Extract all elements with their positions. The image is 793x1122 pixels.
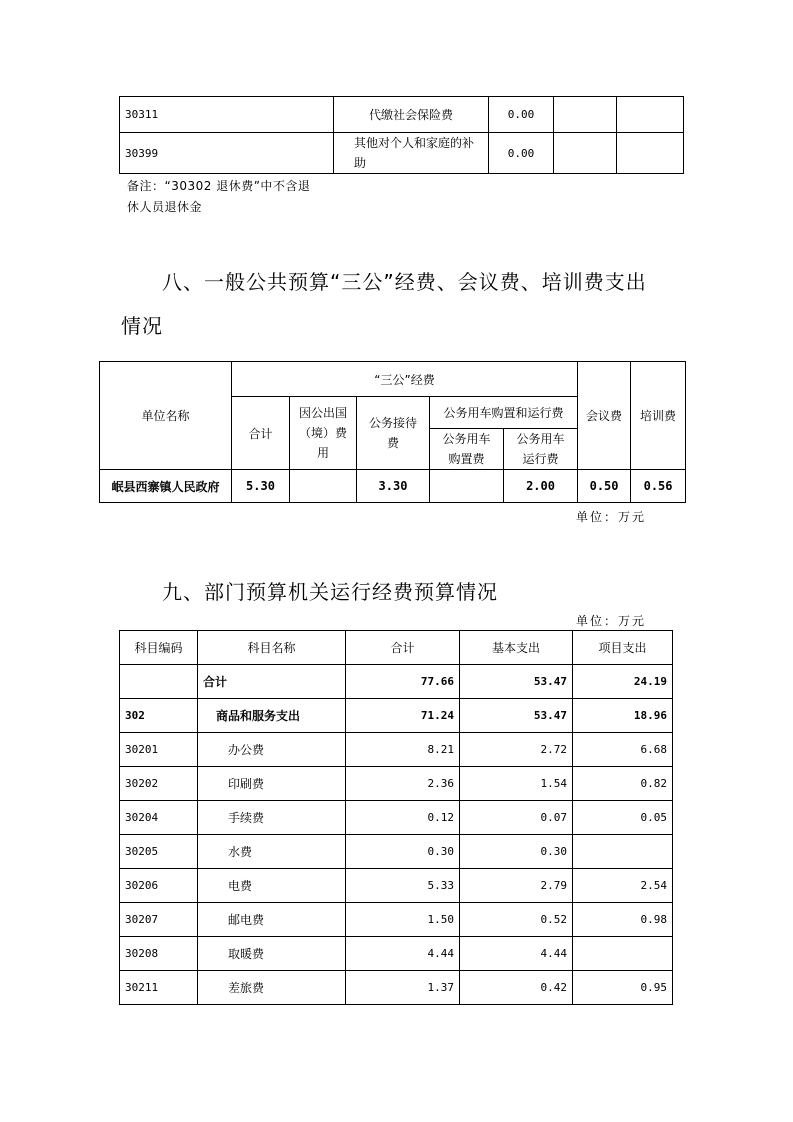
table-row [120,699,673,733]
header-vehicle: 公务用车购置和运行费 [430,397,578,429]
project-value: 6.68 [573,733,673,767]
basic-value: 0.52 [460,903,573,937]
table-row [120,835,673,869]
vehicle-purchase-value [430,470,504,503]
subject-code: 30399 [120,133,334,174]
project-value: 18.96 [573,699,673,733]
sangong-table [99,361,686,503]
total-value: 4.44 [346,937,460,971]
subject-code: 30207 [120,903,198,937]
empty-cell [554,133,617,174]
header-total: 合计 [232,397,290,470]
prev-expense-table [119,96,684,174]
header-name: 科目名称 [198,631,346,665]
basic-value: 0.42 [460,971,573,1005]
note-line: 休人员退休金 [127,200,203,214]
section-heading: 八、一般公共预算“三公”经费、会议费、培训费支出 [162,270,647,294]
project-value [573,835,673,869]
basic-value: 2.79 [460,869,573,903]
subject-name: 电费 [198,869,346,903]
project-value: 24.19 [573,665,673,699]
subject-name: 水费 [198,835,346,869]
header-training: 培训费 [631,362,686,470]
amount: 0.00 [489,97,554,133]
section-heading-cont: 情况 [121,314,163,338]
empty-cell [617,97,684,133]
total-value: 5.33 [346,869,460,903]
basic-value: 53.47 [460,699,573,733]
subject-code: 30311 [120,97,334,133]
meeting-value: 0.50 [578,470,631,503]
total-value: 1.37 [346,971,460,1005]
table-row [100,470,686,503]
project-value: 0.98 [573,903,673,937]
subject-name: 代缴社会保险费 [334,97,489,133]
basic-value: 4.44 [460,937,573,971]
subject-name: 邮电费 [198,903,346,937]
total-value: 8.21 [346,733,460,767]
table-row [120,971,673,1005]
subject-code: 30208 [120,937,198,971]
project-value: 0.82 [573,767,673,801]
subject-code: 30201 [120,733,198,767]
header-unit-name: 单位名称 [100,362,232,470]
header-code: 科目编码 [120,631,198,665]
basic-value: 0.30 [460,835,573,869]
table-row [120,733,673,767]
header-reception: 公务接待费 [357,397,430,470]
subject-name: 办公费 [198,733,346,767]
total-value: 0.12 [346,801,460,835]
subject-name: 取暖费 [198,937,346,971]
basic-value: 1.54 [460,767,573,801]
project-value: 0.05 [573,801,673,835]
header-row [100,362,686,397]
table-row [120,767,673,801]
project-value [573,937,673,971]
table-row [120,133,684,174]
table-row [120,801,673,835]
basic-value: 2.72 [460,733,573,767]
table-row [120,869,673,903]
header-basic: 基本支出 [460,631,573,665]
note-line: 备注：“30302 退休费”中不含退 [127,179,311,193]
header-sangong: “三公”经费 [232,362,578,397]
project-value: 2.54 [573,869,673,903]
unit-note: 单位：万元 [576,614,647,628]
table-row [120,903,673,937]
empty-cell [554,97,617,133]
header-meeting: 会议费 [578,362,631,470]
header-abroad: 因公出国（境）费用 [290,397,357,470]
header-vehicle-operation: 公务用车运行费 [504,429,578,470]
subject-name: 差旅费 [198,971,346,1005]
header-project: 项目支出 [573,631,673,665]
amount: 0.00 [489,133,554,174]
total-value: 71.24 [346,699,460,733]
section-heading: 九、部门预算机关运行经费预算情况 [162,580,498,604]
subject-name: 其他对个人和家庭的补助 [334,133,489,174]
total-value: 0.30 [346,835,460,869]
table-row [120,97,684,133]
project-value: 0.95 [573,971,673,1005]
total-value: 1.50 [346,903,460,937]
unit-name: 岷县西寨镇人民政府 [100,470,232,503]
empty-cell [617,133,684,174]
subject-code: 30205 [120,835,198,869]
subject-code: 30206 [120,869,198,903]
header-row [120,631,673,665]
operating-expense-table [119,630,673,1005]
unit-note: 单位：万元 [576,510,647,524]
subject-name: 手续费 [198,801,346,835]
training-value: 0.56 [631,470,686,503]
vehicle-operation-value: 2.00 [504,470,578,503]
table-row [120,937,673,971]
subject-code: 30204 [120,801,198,835]
subject-code [120,665,198,699]
header-total: 合计 [346,631,460,665]
total-value: 2.36 [346,767,460,801]
subject-name: 商品和服务支出 [198,699,346,733]
subject-code: 302 [120,699,198,733]
basic-value: 53.47 [460,665,573,699]
total-value: 77.66 [346,665,460,699]
subject-code: 30202 [120,767,198,801]
abroad-value [290,470,357,503]
table-row [120,665,673,699]
subject-code: 30211 [120,971,198,1005]
reception-value: 3.30 [357,470,430,503]
basic-value: 0.07 [460,801,573,835]
subject-name: 合计 [198,665,346,699]
subject-name: 印刷费 [198,767,346,801]
total-value: 5.30 [232,470,290,503]
header-vehicle-purchase: 公务用车购置费 [430,429,504,470]
